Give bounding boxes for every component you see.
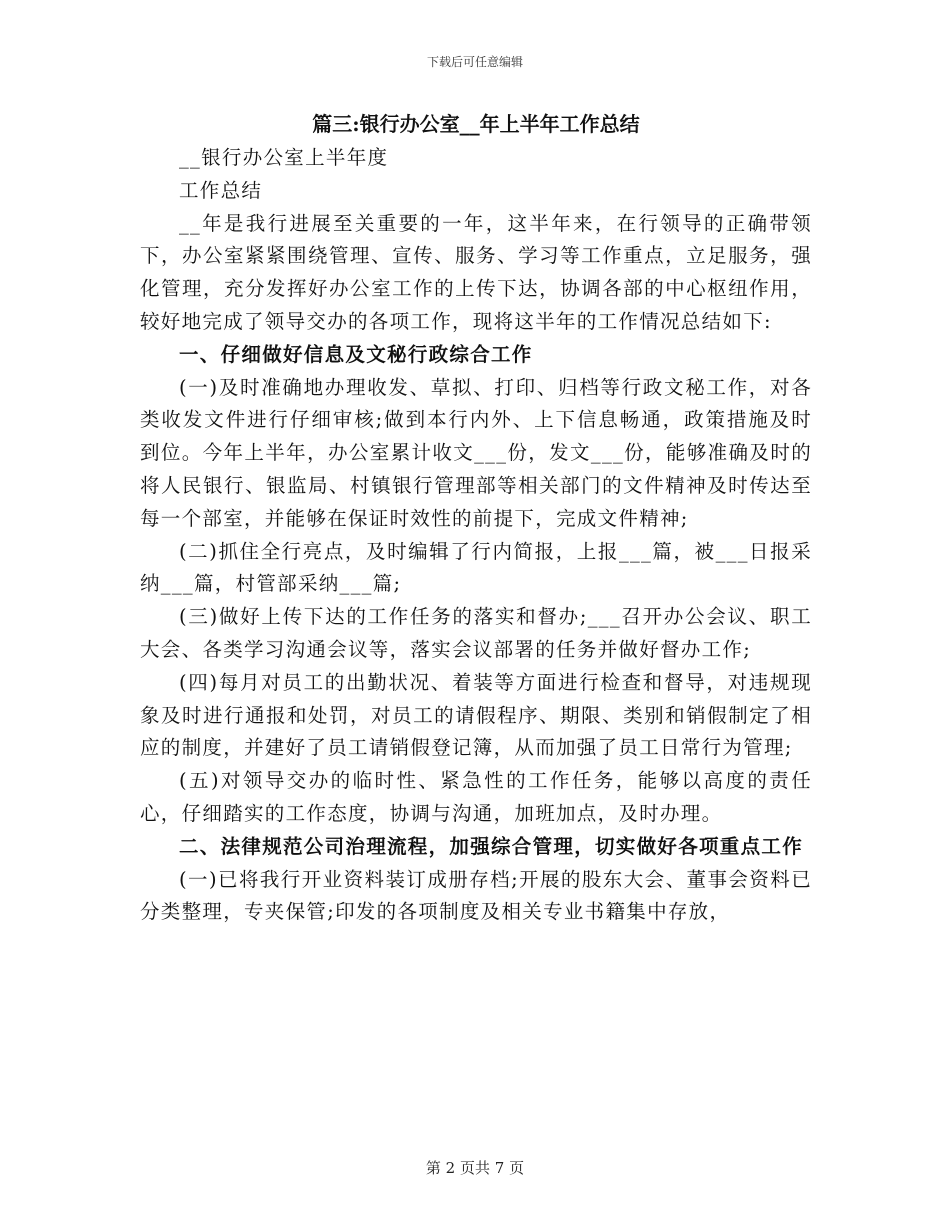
body-paragraph: (五)对领导交办的临时性、紧急性的工作任务，能够以高度的责任心，仔细踏实的工作态度，协调与沟通，加班加点，及时办理。 bbox=[140, 769, 812, 825]
page-header: 下载后可任意编辑 bbox=[426, 55, 523, 69]
body-paragraph: (四)每月对员工的出勤状况、着装等方面进行检查和督导，对违规现象及时进行通报和处罚，对员工的请假程序、期限、类别和销假制定了相应的制度，并建好了员工请销假登记簿，从而加强了员工日常行为管理; bbox=[140, 670, 812, 760]
document-title: 篇三:银行办公室__年上半年工作总结 bbox=[312, 112, 640, 136]
body-paragraph: 工作总结 bbox=[179, 178, 263, 202]
body-paragraph: (二)抓住全行亮点，及时编辑了行内简报，上报___篇，被___日报采纳___篇，村管部采纳___篇; bbox=[140, 539, 812, 596]
section-heading: 二、法律规范公司治理流程，加强综合管理，切实做好各项重点工作 bbox=[179, 834, 804, 858]
section-heading: 一、仔细做好信息及文秘行政综合工作 bbox=[179, 342, 533, 366]
body-paragraph: __年是我行进展至关重要的一年，这半年来，在行领导的正确带领下，办公室紧紧围绕管理、宣传、服务、学习等工作重点，立足服务，强化管理，充分发挥好办公室工作的上传下达，协调各部的中心枢纽作用，较好地完成了领导交办的各项工作，现将这半年的工作情况总结如下: bbox=[140, 211, 812, 333]
body-paragraph: __银行办公室上半年度 bbox=[179, 146, 389, 169]
document-body bbox=[140, 106, 812, 929]
paragraph-list bbox=[140, 142, 812, 929]
body-paragraph: (一)及时准确地办理收发、草拟、打印、归档等行政文秘工作，对各类收发文件进行仔细审核;做到本行内外、上下信息畅通，政策措施及时到位。今年上半年，办公室累计收文___份，发文___份，能够准确及时的将人民银行、银监局、村镇银行管理部等相关部门的文件精神及时传达至每一个部室，并能够在保证时效性的前提下，完成文件精神; bbox=[140, 375, 812, 530]
body-paragraph: (一)已将我行开业资料装订成册存档;开展的股东大会、董事会资料已分类整理，专夹保管;印发的各项制度及相关专业书籍集中存放， bbox=[140, 867, 812, 924]
page-footer: 第 2 页共 7 页 bbox=[425, 1159, 525, 1177]
body-paragraph: (三)做好上传下达的工作任务的落实和督办;___召开办公会议、职工大会、各类学习沟通会议等，落实会议部署的任务并做好督办工作; bbox=[140, 605, 812, 661]
